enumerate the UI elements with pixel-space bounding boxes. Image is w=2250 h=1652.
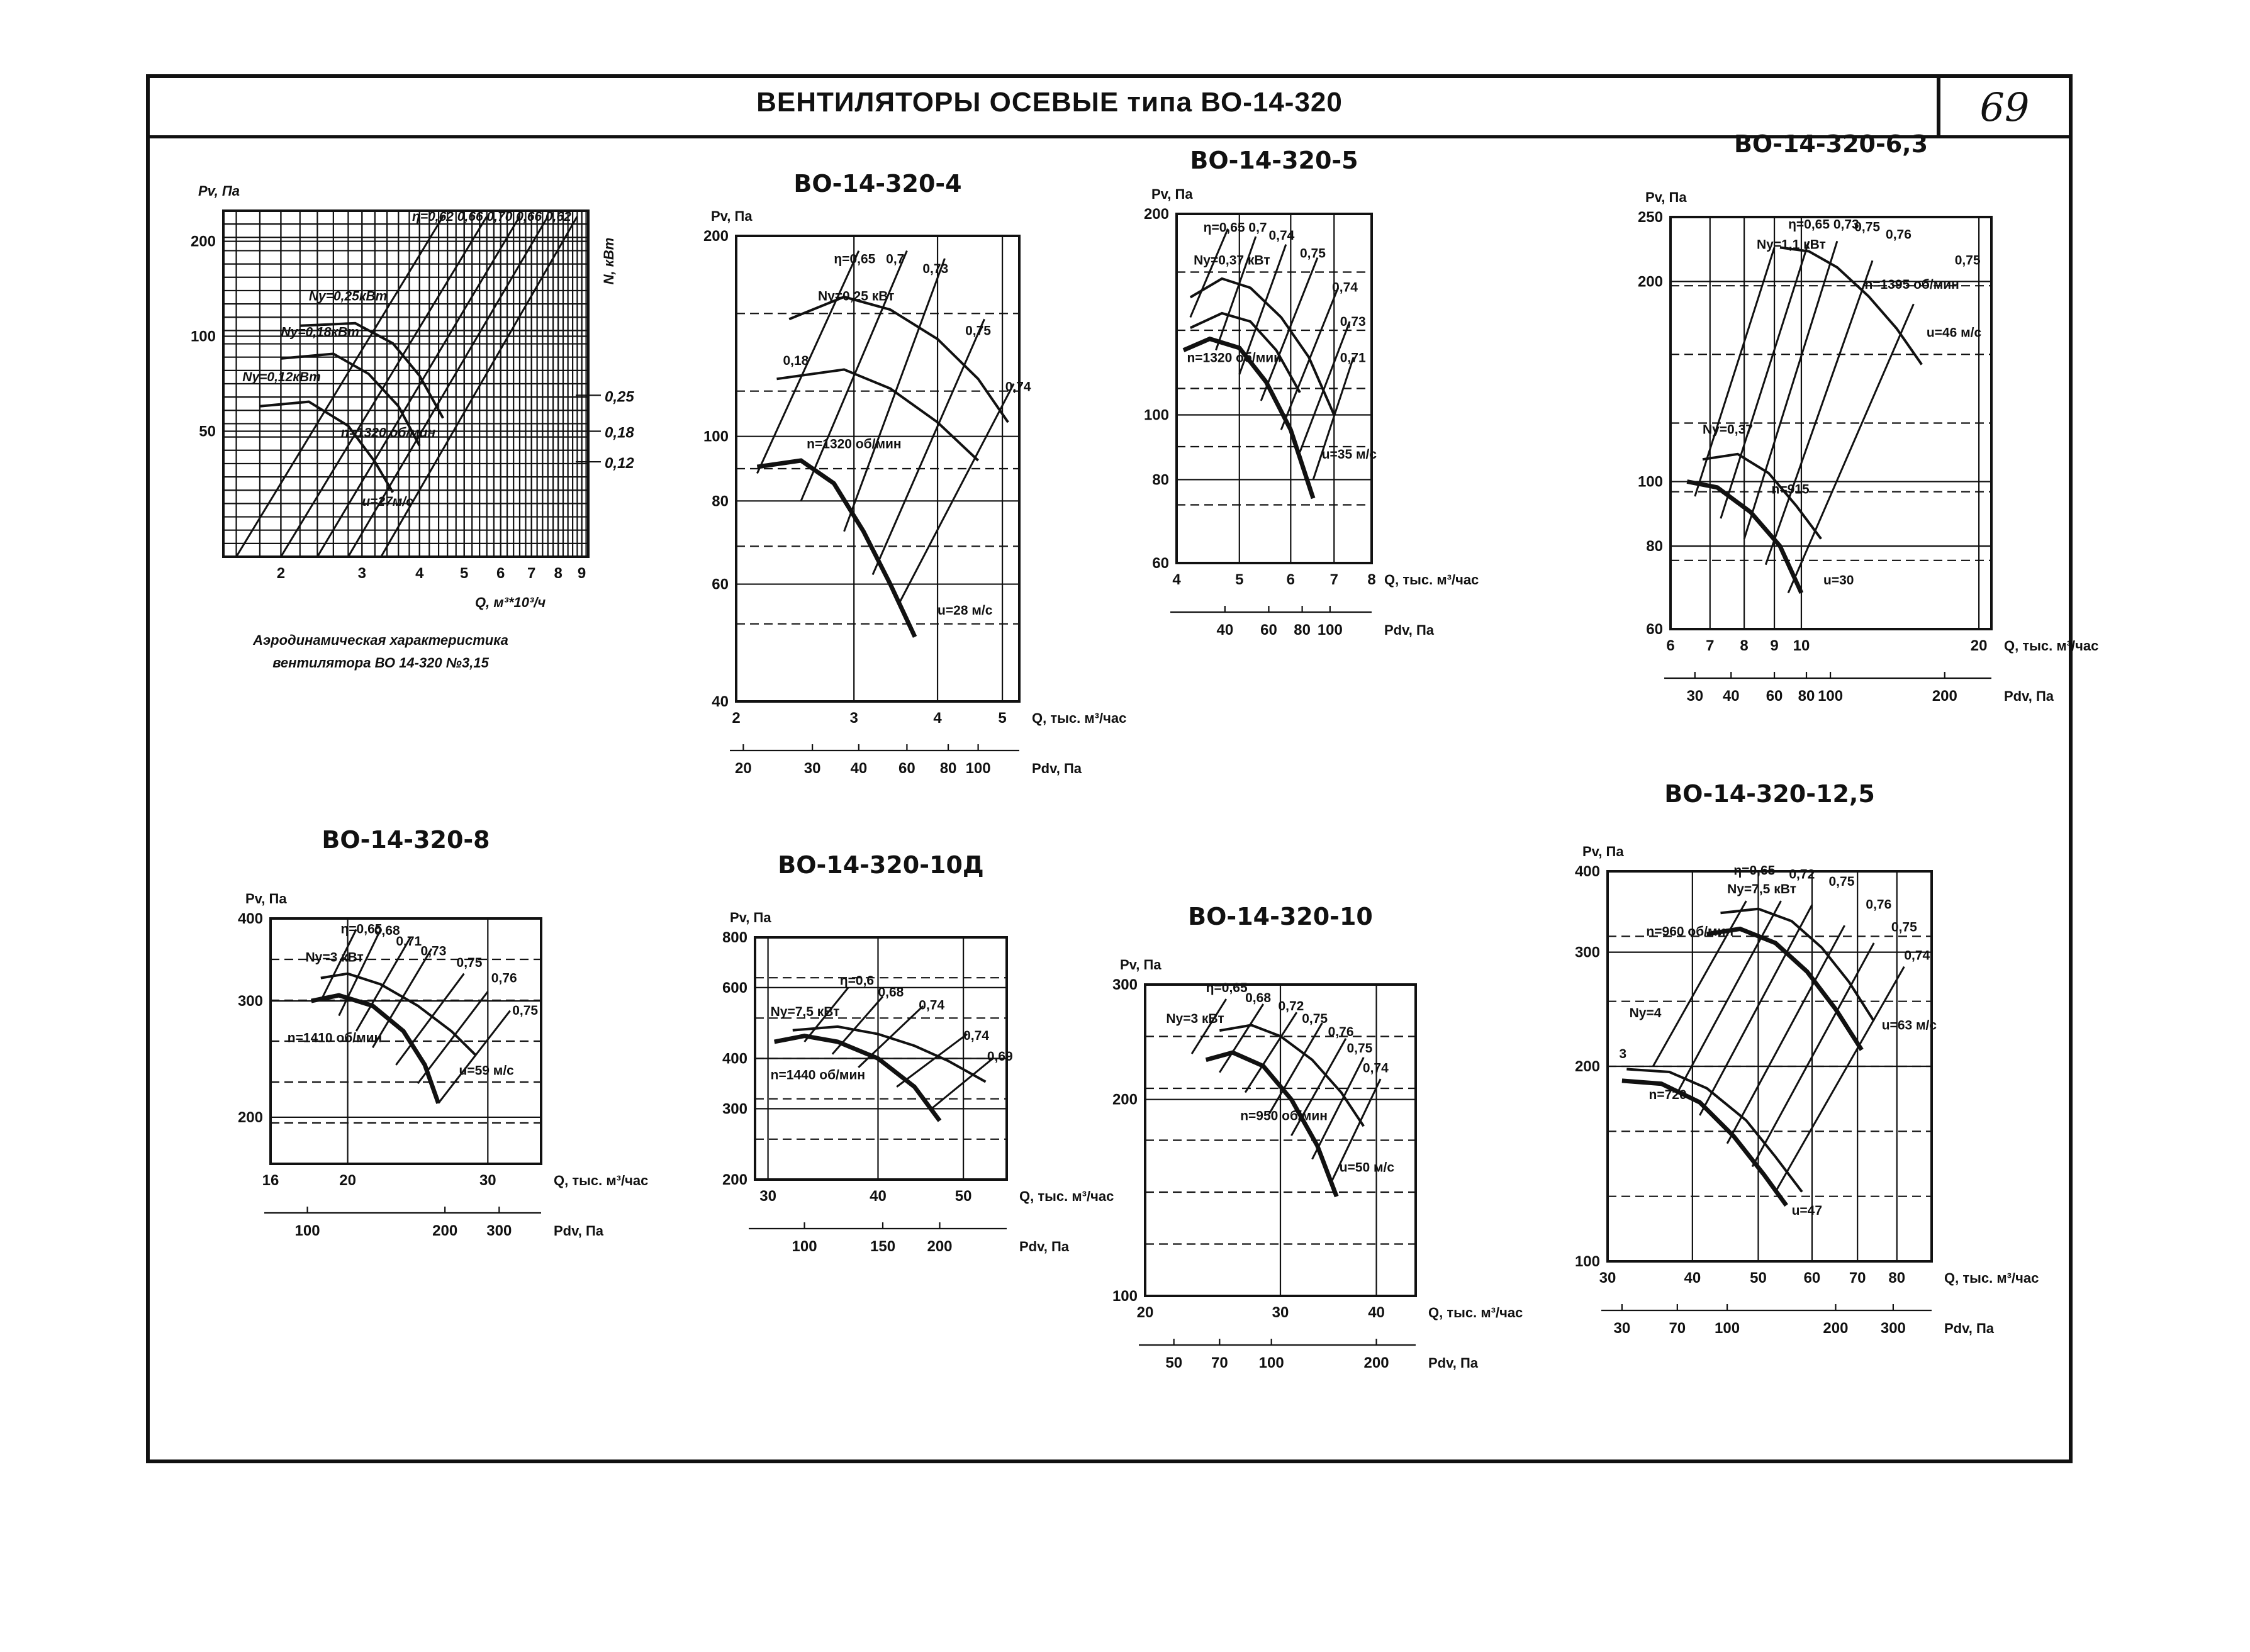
curve-label: 0,69 — [987, 1049, 1013, 1064]
pdv-tick-label: 60 — [1260, 622, 1277, 639]
pdv-tick-label: 60 — [898, 760, 915, 777]
pdv-axis-label: Pdv, Па — [1019, 1239, 1069, 1254]
x-tick-label: 3 — [357, 565, 367, 582]
y-tick-label: 400 — [722, 1050, 747, 1068]
pdv-tick-label: 30 — [803, 760, 821, 777]
curve-label: Ny=0,12кВт — [242, 370, 321, 385]
y-tick-label: 300 — [237, 993, 263, 1010]
x-tick-label: 70 — [1849, 1270, 1866, 1286]
x-tick-label: 9 — [1770, 637, 1779, 654]
x-tick-label: 4 — [933, 710, 942, 727]
efficiency-line — [396, 974, 464, 1065]
pdv-tick-label: 40 — [1722, 688, 1740, 705]
curve-label: 0,76 — [491, 971, 517, 986]
efficiency-line — [1727, 925, 1845, 1144]
curve-label: Ny=0,37 кВт — [1194, 253, 1270, 268]
curve-label: 0,74 — [1268, 228, 1295, 243]
curve-label: η=0,65 — [1733, 863, 1776, 878]
pdv-tick-label: 100 — [1818, 688, 1844, 705]
y-tick-label: 50 — [199, 423, 216, 440]
curve-label: Ny=0,18кВт — [281, 325, 359, 340]
chart-title: ВО-14-320-8 — [322, 826, 490, 854]
x-tick-label: 16 — [262, 1172, 279, 1189]
chart-title: ВО-14-320-6,3 — [1733, 130, 1928, 158]
chart-title: ВО-14-320-10Д — [778, 851, 984, 879]
curve-label: u=30 — [1823, 573, 1854, 588]
curve-label: η=0,65 0,7 — [1203, 220, 1267, 235]
curve-label: u=35 м/с — [1321, 447, 1377, 462]
pdv-tick-label: 150 — [870, 1238, 896, 1255]
y-tick-label: 400 — [237, 910, 263, 927]
y-tick-label: 60 — [1646, 621, 1663, 638]
y-tick-label: 200 — [1574, 1058, 1600, 1075]
x-tick-label: 6 — [1666, 637, 1675, 654]
y2-axis-label: N, кВт — [601, 237, 617, 285]
y-tick-label: 100 — [1637, 473, 1663, 491]
efficiency-line — [931, 1059, 992, 1109]
x-tick-label: 40 — [870, 1188, 887, 1205]
x-axis-label: Q, тыс. м³/час — [554, 1173, 649, 1188]
x-axis-label: Q, тыс. м³/час — [1032, 710, 1127, 726]
x-tick-label: 30 — [479, 1172, 496, 1189]
x-tick-label: 5 — [998, 710, 1007, 727]
pdv-axis-label: Pdv, Па — [1032, 761, 1082, 776]
x-tick-label: 2 — [732, 710, 741, 727]
y-tick-label: 60 — [1152, 555, 1169, 572]
efficiency-line — [898, 384, 1014, 604]
page-title: ВЕНТИЛЯТОРЫ ОСЕВЫЕ типа ВО-14-320 — [756, 87, 1343, 118]
curve-label: 0,72 — [1278, 998, 1304, 1013]
y-tick-label: 300 — [1574, 944, 1600, 961]
pdv-axis-label: Pdv, Па — [1384, 622, 1434, 638]
chart-c63 — [1638, 130, 2098, 705]
curve-label: u=28 м/с — [937, 603, 993, 618]
chart-title: ВО-14-320-5 — [1190, 147, 1358, 174]
pdv-tick-label: 100 — [965, 760, 991, 777]
y-tick-label: 600 — [722, 979, 747, 996]
curve-label: u=63 м/с — [1881, 1018, 1937, 1033]
curve-label: 0,73 — [420, 944, 447, 959]
chart-c315 — [191, 183, 634, 671]
y-axis-label: Pv, Па — [1120, 957, 1161, 973]
chart-c8 — [238, 826, 648, 1239]
y-tick-label: 100 — [703, 428, 729, 445]
efficiency-line — [439, 1011, 510, 1103]
curve-label: 0,72 — [1789, 867, 1815, 882]
efficiency-line — [1776, 967, 1905, 1192]
curve-label: 0,68 — [878, 985, 904, 1000]
pdv-tick-label: 200 — [927, 1238, 953, 1255]
x-tick-label: 7 — [1329, 571, 1338, 588]
x-tick-label: 30 — [1272, 1304, 1289, 1321]
pdv-tick-label: 300 — [1880, 1320, 1906, 1337]
y-axis-label: Pv, Па — [198, 183, 240, 199]
curve-label: n=950 об/мин — [1240, 1108, 1328, 1124]
y-axis-label: Pv, Па — [1582, 844, 1624, 859]
chart-caption: вентилятора ВО 14-320 №3,15 — [272, 655, 489, 671]
x-tick-label: 20 — [1970, 637, 1988, 654]
curve-label: n=1440 об/мин — [770, 1068, 866, 1083]
curve-label: Ny=0,25кВт — [308, 289, 388, 304]
x-tick-label: 7 — [1706, 637, 1715, 654]
performance-curve — [757, 460, 915, 637]
page-number: 69 — [1979, 84, 2030, 130]
pdv-tick-label: 200 — [1823, 1320, 1849, 1337]
y-axis-label: Pv, Па — [1151, 186, 1193, 202]
chart-title: ВО-14-320-10 — [1188, 903, 1373, 930]
y-tick-label: 200 — [1143, 206, 1169, 223]
curve-label: 0,76 — [1328, 1025, 1354, 1040]
curve-label: Ny=0,25 кВт — [817, 289, 895, 304]
y-tick-label: 80 — [1152, 471, 1169, 489]
curve-label: η=0,65 — [340, 922, 383, 937]
x-tick-label: 8 — [1740, 637, 1749, 654]
curve-label: η=0,65 0,73 — [1788, 217, 1859, 232]
y2-tick-label: 0,25 — [605, 388, 634, 406]
performance-curve — [1622, 1081, 1786, 1205]
y-tick-label: 80 — [712, 493, 729, 510]
curve-label: 0,75 — [1346, 1041, 1373, 1056]
curve-label: u=47 — [1791, 1203, 1823, 1218]
y-tick-label: 100 — [1112, 1288, 1138, 1305]
curve-label: Ny=7,5 кВт — [1727, 881, 1796, 896]
pdv-tick-label: 80 — [1798, 688, 1815, 705]
x-tick-label: 8 — [1367, 571, 1376, 588]
x-tick-label: 2 — [276, 565, 286, 582]
x-axis-label: Q, тыс. м³/час — [1384, 572, 1479, 588]
pdv-tick-label: 200 — [1932, 688, 1957, 705]
curve-label: u=59 м/с — [459, 1063, 514, 1078]
x-tick-label: 5 — [460, 565, 469, 582]
curve-label: u=27м/с — [362, 494, 413, 510]
curve-label: n=960 об/мин — [1646, 924, 1734, 939]
x-tick-label: 20 — [339, 1172, 356, 1189]
x-tick-label: 4 — [1172, 571, 1181, 588]
x-tick-label: 20 — [1136, 1304, 1154, 1321]
y-tick-label: 80 — [1646, 537, 1663, 555]
chart-c5 — [1144, 147, 1479, 639]
y-tick-label: 60 — [712, 576, 729, 593]
curve-label: 0,75 — [1891, 920, 1917, 935]
y-tick-label: 200 — [1112, 1091, 1138, 1108]
curve-label: n=1410 об/мин — [287, 1030, 383, 1046]
y-tick-label: 200 — [703, 228, 729, 245]
pdv-tick-label: 60 — [1766, 688, 1783, 705]
x-tick-label: 50 — [954, 1188, 972, 1205]
pdv-axis-label: Pdv, Па — [554, 1223, 603, 1239]
x-tick-label: 4 — [415, 565, 424, 582]
pdv-axis-label: Pdv, Па — [1944, 1320, 1994, 1336]
curve-label: 0,71 — [1340, 350, 1366, 366]
curve-label: Ny=0,37 — [1702, 422, 1753, 437]
pdv-axis-label: Pdv, Па — [2004, 688, 2054, 704]
pdv-axis-label: Pdv, Па — [1428, 1355, 1478, 1371]
efficiency-line — [1192, 999, 1226, 1054]
y-axis-label: Pv, Па — [711, 208, 753, 224]
curve-label: 0,7 — [886, 252, 905, 267]
curve-label: 0,68 — [374, 923, 400, 938]
pdv-tick-label: 100 — [294, 1222, 320, 1239]
y-tick-label: 300 — [722, 1100, 747, 1118]
curve-label: n=1320 об/мин — [1187, 350, 1282, 366]
x-tick-label: 7 — [527, 565, 536, 582]
y-tick-label: 200 — [190, 233, 216, 250]
curve-label: n=1320 об/мин — [807, 437, 902, 452]
performance-curve — [1190, 279, 1335, 415]
curve-label: Ny=4 — [1629, 1006, 1662, 1021]
pdv-tick-label: 100 — [1258, 1354, 1284, 1371]
y-tick-label: 200 — [1637, 273, 1663, 291]
curve-label: η=0,65 — [1206, 981, 1248, 996]
curve-label: 0,75 — [1302, 1012, 1328, 1027]
curve-label: 0,76 — [1886, 227, 1911, 242]
y2-tick-label: 0,12 — [605, 455, 634, 472]
efficiency-line — [832, 996, 883, 1054]
x-tick-label: 8 — [554, 565, 562, 582]
curve-label: 0,75 — [965, 323, 991, 338]
curve-label: Ny=1,1 кВт — [1756, 237, 1826, 252]
y-tick-label: 400 — [1574, 863, 1600, 880]
x-axis-label: Q, тыс. м³/час — [1428, 1305, 1523, 1320]
x-tick-label: 5 — [1235, 571, 1244, 588]
x-tick-label: 9 — [577, 565, 586, 582]
curve-label: η=0,65 — [834, 252, 876, 267]
x-tick-label: 40 — [1684, 1270, 1701, 1286]
curve-label: n=1320 об/мин — [340, 425, 436, 440]
y-tick-label: 100 — [1574, 1253, 1600, 1270]
curve-label: 0,71 — [396, 934, 422, 949]
y-tick-label: 300 — [1112, 976, 1138, 993]
curve-label: 0,75 — [1854, 220, 1881, 235]
curve-label: u=46 м/с — [1926, 325, 1982, 340]
y-tick-label: 200 — [722, 1171, 747, 1188]
chart-c125 — [1575, 780, 2039, 1337]
y-axis-label: Pv, Па — [1645, 189, 1687, 205]
x-axis-label: Q, тыс. м³/час — [1019, 1188, 1114, 1204]
curve-label: Ny=7,5 кВт — [770, 1005, 840, 1020]
pdv-tick-label: 70 — [1211, 1354, 1228, 1371]
pdv-tick-label: 40 — [1216, 622, 1234, 639]
pdv-tick-label: 100 — [792, 1238, 817, 1255]
y-tick-label: 250 — [1637, 209, 1663, 226]
curve-label: 0,18 — [783, 354, 809, 369]
y2-tick-label: 0,18 — [605, 424, 634, 442]
performance-curve — [1707, 929, 1862, 1050]
curve-label: 0,73 — [922, 261, 949, 276]
curve-label: 0,75 — [512, 1003, 539, 1018]
performance-curve — [260, 402, 393, 493]
x-tick-label: 80 — [1888, 1270, 1906, 1286]
chart-title: ВО-14-320-12,5 — [1664, 780, 1875, 808]
x-tick-label: 10 — [1793, 637, 1810, 654]
curve-label: 0,74 — [1005, 379, 1031, 394]
efficiency-line — [1766, 260, 1872, 564]
pdv-tick-label: 30 — [1613, 1320, 1631, 1337]
pdv-tick-label: 200 — [432, 1222, 458, 1239]
performance-curve — [1206, 1052, 1337, 1197]
chart-c10d — [722, 851, 1114, 1255]
pdv-tick-label: 100 — [1715, 1320, 1740, 1337]
x-axis-label: Q, м³*10³/ч — [475, 594, 546, 610]
curve-label: 0,74 — [1332, 280, 1358, 295]
eta-header: η=0,62 0,66 0,70 0,66 0,62 — [412, 209, 571, 224]
curve-label: 0,75 — [1954, 253, 1981, 268]
x-tick-label: 6 — [1286, 571, 1296, 588]
curve-label: 0,75 — [1828, 874, 1855, 889]
x-tick-label: 60 — [1803, 1270, 1821, 1286]
curve-label: 0,76 — [1866, 897, 1892, 912]
x-tick-label: 30 — [1599, 1270, 1616, 1286]
x-axis-label: Q, тыс. м³/час — [2004, 638, 2099, 654]
x-axis-label: Q, тыс. м³/час — [1944, 1270, 2039, 1286]
pdv-tick-label: 40 — [850, 760, 868, 777]
pdv-tick-label: 200 — [1363, 1354, 1389, 1371]
curve-label: 0,75 — [1300, 246, 1326, 261]
performance-curve — [311, 995, 439, 1103]
x-tick-label: 3 — [849, 710, 858, 727]
curve-label: Ny=3 кВт — [1166, 1012, 1224, 1027]
curve-label: n=720 — [1648, 1088, 1687, 1103]
pdv-tick-label: 300 — [486, 1222, 512, 1239]
curve-label: η=0,6 — [839, 973, 875, 988]
y-tick-label: 100 — [190, 328, 216, 345]
pdv-tick-label: 20 — [735, 760, 752, 777]
chart-caption: Аэродинамическая характеристика — [253, 632, 508, 648]
x-tick-label: 6 — [496, 565, 505, 582]
curve-label: 0,73 — [1340, 314, 1366, 329]
y-tick-label: 40 — [712, 693, 729, 710]
curve-label: Ny=3 кВт — [305, 950, 364, 965]
pdv-tick-label: 80 — [1294, 622, 1311, 639]
x-tick-label: 30 — [759, 1188, 776, 1205]
y-axis-label: Pv, Па — [730, 910, 771, 925]
curve-label: 0,74 — [919, 998, 945, 1013]
curve-label: n=1395 об/мин — [1864, 277, 1959, 293]
chart-c4 — [703, 170, 1126, 777]
y-tick-label: 800 — [722, 929, 747, 946]
y-tick-label: 200 — [237, 1108, 263, 1126]
y-tick-label: 100 — [1143, 406, 1169, 424]
curve-label: 3 — [1619, 1046, 1627, 1061]
chart-title: ВО-14-320-4 — [793, 170, 962, 198]
x-tick-label: 50 — [1750, 1270, 1767, 1286]
curve-label: 0,74 — [1904, 948, 1930, 963]
x-tick-label: 40 — [1368, 1304, 1385, 1321]
curve-label: n=915 — [1771, 482, 1810, 497]
curve-label: 0,75 — [456, 955, 483, 970]
efficiency-line — [1190, 229, 1228, 318]
pdv-tick-label: 30 — [1686, 688, 1704, 705]
curve-label: 0,74 — [963, 1028, 989, 1043]
pdv-tick-label: 50 — [1165, 1354, 1183, 1371]
pdv-tick-label: 70 — [1669, 1320, 1686, 1337]
curve-label: 0,74 — [1362, 1061, 1389, 1076]
performance-curve — [789, 297, 1008, 422]
y-axis-label: Pv, Па — [245, 891, 287, 907]
chart-c10 — [1112, 903, 1523, 1371]
pdv-tick-label: 100 — [1317, 622, 1343, 639]
efficiency-line — [1300, 321, 1350, 452]
curve-label: 0,68 — [1245, 990, 1272, 1005]
curve-label: u=50 м/с — [1339, 1160, 1395, 1175]
pdv-tick-label: 80 — [939, 760, 957, 777]
